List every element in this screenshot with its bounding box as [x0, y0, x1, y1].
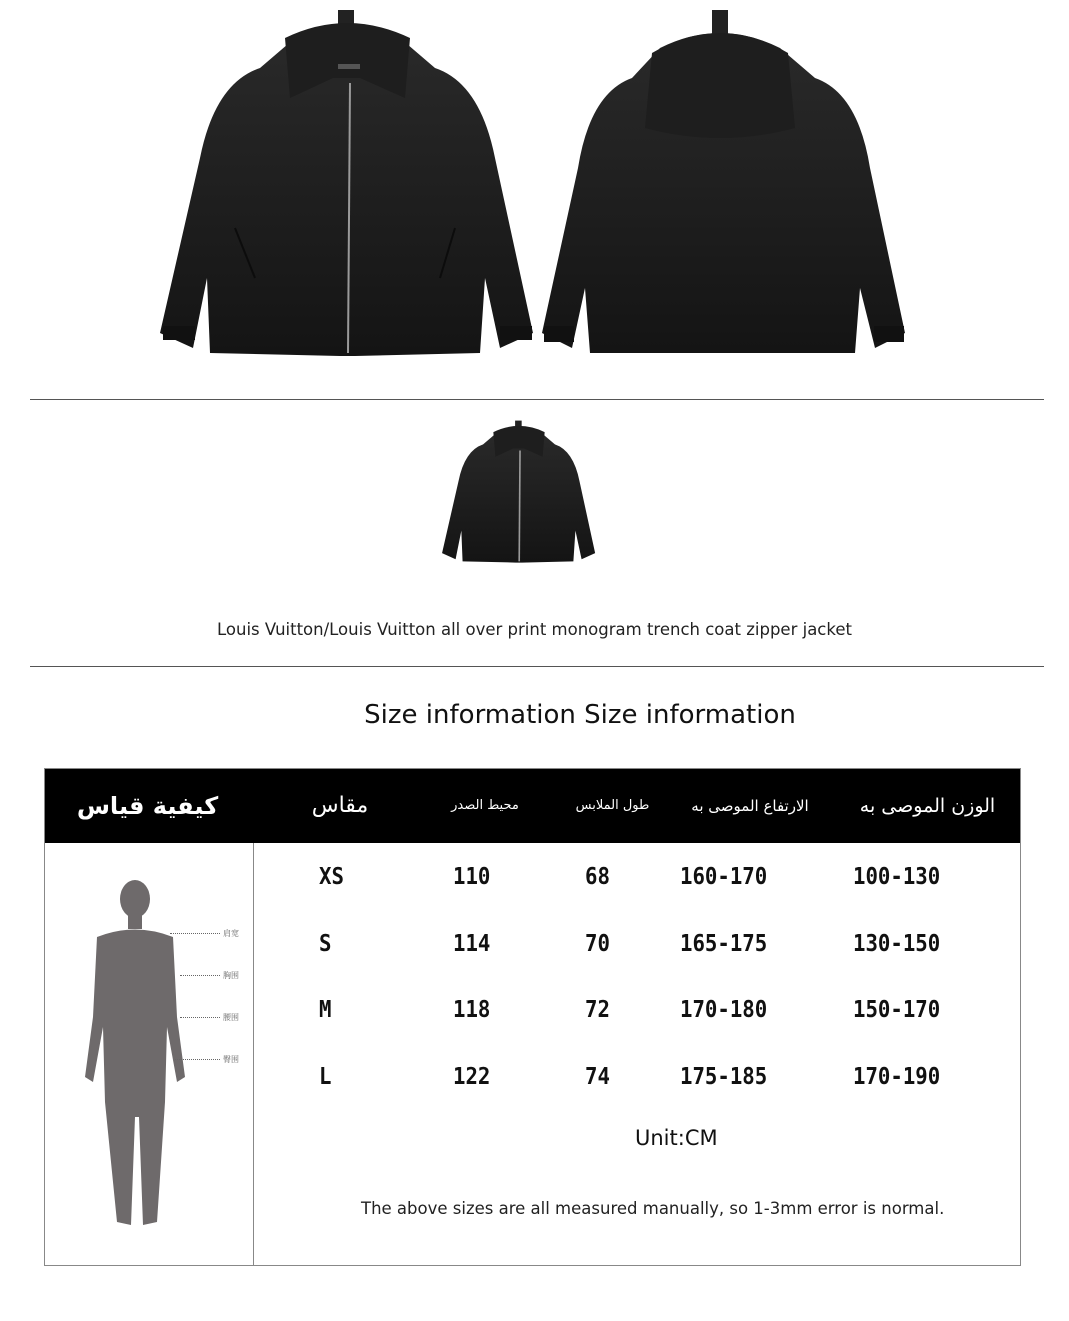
header-size: مقاس [311, 793, 369, 818]
cell-size: S [319, 931, 332, 957]
measure-line-shoulder [170, 933, 220, 934]
cell-length: 72 [585, 997, 610, 1023]
cell-chest: 110 [453, 864, 491, 890]
header-weight: الوزن الموصى به [859, 795, 996, 817]
size-table [44, 768, 1021, 1266]
cell-weight: 170-190 [853, 1064, 941, 1090]
measurement-note: The above sizes are all measured manually, so 1-3mm error is normal. [361, 1199, 945, 1218]
cell-height: 175-185 [680, 1064, 768, 1090]
measure-line-chest [180, 975, 220, 976]
measure-mark-chest: 胸围 [223, 971, 239, 980]
measure-mark-waist: 腰围 [223, 1013, 239, 1022]
jacket-thumbnail-image[interactable] [440, 418, 598, 566]
measure-mark-hip: 臀围 [223, 1055, 239, 1064]
product-title: Louis Vuitton/Louis Vuitton all over print monogram trench coat zipper jacket [217, 620, 852, 639]
cell-chest: 114 [453, 931, 491, 957]
jacket-back-image [540, 8, 910, 360]
cell-weight: 130-150 [853, 931, 941, 957]
cell-length: 68 [585, 864, 610, 890]
measure-mark-shoulder: 肩宽 [223, 929, 239, 938]
measure-line-hip [175, 1059, 220, 1060]
unit-label: Unit:CM [635, 1126, 718, 1150]
divider-middle [30, 666, 1044, 667]
cell-length: 70 [585, 931, 610, 957]
cell-weight: 100-130 [853, 864, 941, 890]
size-table-header [45, 769, 1020, 843]
cell-height: 170-180 [680, 997, 768, 1023]
header-chest: محيط الصدر [451, 798, 519, 813]
jacket-front-image [155, 8, 540, 360]
cell-size: XS [319, 864, 344, 890]
cell-height: 165-175 [680, 931, 768, 957]
cell-length: 74 [585, 1064, 610, 1090]
header-length: طول الملابس [575, 798, 650, 813]
cell-size: M [319, 997, 332, 1023]
cell-size: L [319, 1064, 332, 1090]
header-how-to-measure: كيفية قياس [76, 792, 219, 820]
cell-chest: 118 [453, 997, 491, 1023]
header-height: الارتفاع الموصى به [691, 797, 809, 815]
cell-weight: 150-170 [853, 997, 941, 1023]
size-section-title: Size information Size information [364, 700, 796, 730]
divider-top [30, 399, 1044, 400]
cell-chest: 122 [453, 1064, 491, 1090]
measure-line-waist [180, 1017, 220, 1018]
cell-height: 160-170 [680, 864, 768, 890]
